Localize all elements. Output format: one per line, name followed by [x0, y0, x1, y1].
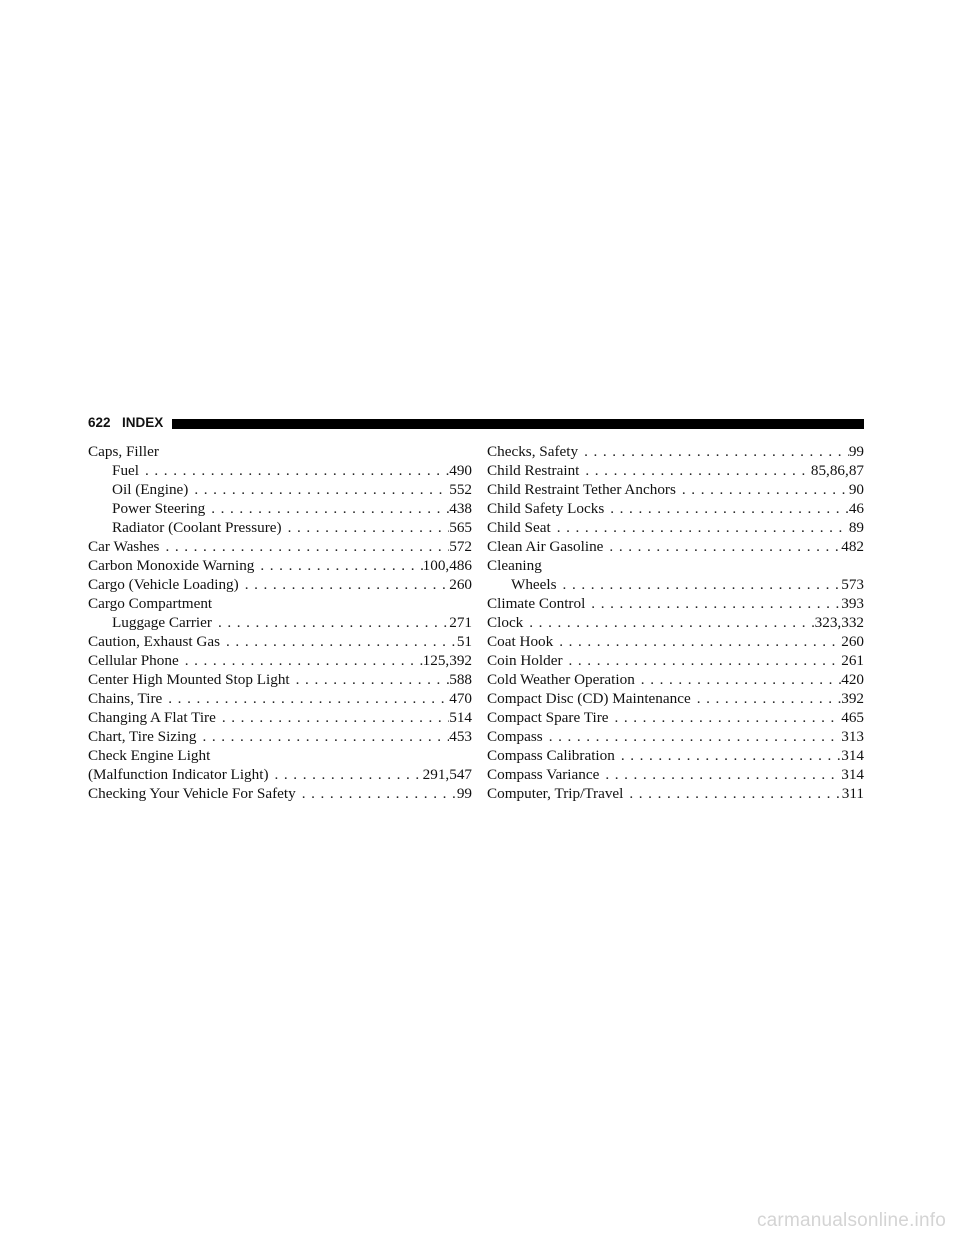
header-rule: [172, 419, 864, 429]
dot-leader: [578, 442, 849, 461]
dot-leader: [623, 784, 841, 803]
page-number: 622: [88, 415, 111, 430]
entry-term: Power Steering: [112, 500, 206, 517]
entry-term: Cellular Phone: [88, 652, 179, 669]
entry-term: Compact Disc (CD) Maintenance: [487, 690, 691, 707]
dot-leader: [139, 461, 449, 480]
entry-page: 573: [841, 576, 864, 593]
entry-page: 51: [456, 633, 472, 650]
entry-page: 314: [841, 766, 864, 783]
entry-term: Child Restraint: [487, 462, 580, 479]
entry-page: 271: [449, 614, 472, 631]
entry-term: Checking Your Vehicle For Safety: [88, 785, 296, 802]
entry-term: Radiator (Coolant Pressure): [112, 519, 282, 536]
entry-page: 392: [841, 690, 864, 707]
index-entry: [88, 480, 472, 499]
index-entry: [88, 613, 472, 632]
entry-page: 85,86,87: [810, 462, 864, 479]
entry-page: 260: [449, 576, 472, 593]
dot-leader: [691, 689, 842, 708]
index-entry: [487, 670, 864, 689]
entry-term: Car Washes: [88, 538, 160, 555]
index-entry: [487, 537, 864, 556]
entry-page: 125,392: [422, 652, 472, 669]
index-entry: [88, 537, 472, 556]
dot-leader: [216, 708, 449, 727]
dot-leader: [579, 461, 810, 480]
entry-page: 453: [449, 728, 472, 745]
entry-term: Cargo (Vehicle Loading): [88, 576, 239, 593]
entry-term: Wheels: [511, 576, 557, 593]
entry-page: 393: [841, 595, 864, 612]
entry-page: 588: [449, 671, 472, 688]
dot-leader: [296, 784, 457, 803]
dot-leader: [196, 727, 449, 746]
entry-term: Fuel: [112, 462, 140, 479]
dot-leader: [543, 727, 842, 746]
entry-page: 46: [848, 500, 864, 517]
entry-term: Compass Calibration: [487, 747, 615, 764]
entry-page: 565: [449, 519, 472, 536]
entry-page: 323,332: [814, 614, 864, 631]
index-entry: [487, 727, 864, 746]
dot-leader: [551, 518, 849, 537]
entry-page: 552: [449, 481, 472, 498]
index-column-right: [487, 442, 864, 803]
index-entry: [487, 689, 864, 708]
dot-leader: [603, 537, 841, 556]
index-entry: [88, 594, 472, 613]
entry-term: Chains, Tire: [88, 690, 163, 707]
dot-leader: [676, 480, 849, 499]
dot-leader: [523, 613, 814, 632]
index-entry: [88, 442, 472, 461]
index-entry: [88, 651, 472, 670]
index-entry: [487, 442, 864, 461]
dot-leader: [599, 765, 841, 784]
dot-leader: [162, 689, 449, 708]
index-entry: [88, 689, 472, 708]
index-entry: [88, 556, 472, 575]
entry-page: 100,486: [422, 557, 472, 574]
index-entry: [88, 727, 472, 746]
index-entry: [487, 784, 864, 803]
dot-leader: [553, 632, 841, 651]
index-entry: [88, 670, 472, 689]
entry-term: Clean Air Gasoline: [487, 538, 604, 555]
entry-term: Child Seat: [487, 519, 551, 536]
index-entry: [487, 480, 864, 499]
index-entry: [487, 613, 864, 632]
index-entry: [88, 765, 472, 784]
index-entry: [88, 746, 472, 765]
entry-page: 291,547: [422, 766, 472, 783]
entry-term: Center High Mounted Stop Light: [88, 671, 290, 688]
dot-leader: [159, 537, 449, 556]
page-header: [88, 414, 864, 434]
entry-term: Carbon Monoxide Warning: [88, 557, 255, 574]
index-entry: [487, 708, 864, 727]
dot-leader: [220, 632, 457, 651]
entry-term: Chart, Tire Sizing: [88, 728, 197, 745]
entry-page: 438: [449, 500, 472, 517]
dot-leader: [290, 670, 450, 689]
entry-term: Check Engine Light: [88, 747, 211, 764]
entry-page: 261: [841, 652, 864, 669]
entry-term: Computer, Trip/Travel: [487, 785, 624, 802]
index-entry: [487, 575, 864, 594]
entry-page: 470: [449, 690, 472, 707]
index-entry: [487, 632, 864, 651]
index-entry: [487, 556, 864, 575]
entry-page: 465: [841, 709, 864, 726]
index-entry: [487, 594, 864, 613]
entry-page: 490: [449, 462, 472, 479]
index-entry: [487, 518, 864, 537]
entry-term: Changing A Flat Tire: [88, 709, 216, 726]
entry-page: 482: [841, 538, 864, 555]
entry-term: Coat Hook: [487, 633, 554, 650]
entry-term: Cleaning: [487, 557, 542, 574]
index-column-left: [88, 442, 472, 803]
dot-leader: [188, 480, 449, 499]
entry-term: Oil (Engine): [112, 481, 189, 498]
entry-page: 314: [841, 747, 864, 764]
entry-page: 572: [449, 538, 472, 555]
entry-page: 420: [841, 671, 864, 688]
entry-term: Compass Variance: [487, 766, 600, 783]
dot-leader: [585, 594, 841, 613]
entry-page: 99: [456, 785, 472, 802]
entry-term: Compass: [487, 728, 543, 745]
index-entry: [487, 499, 864, 518]
entry-term: Cold Weather Operation: [487, 671, 635, 688]
watermark: carmanualsonline.info: [756, 1210, 946, 1231]
index-entry: [487, 651, 864, 670]
entry-term: Child Restraint Tether Anchors: [487, 481, 676, 498]
entry-page: 514: [449, 709, 472, 726]
index-entry: [88, 461, 472, 480]
dot-leader: [282, 518, 450, 537]
index-entry: [487, 746, 864, 765]
index-entry: [88, 518, 472, 537]
entry-term: Climate Control: [487, 595, 586, 612]
index-entry: [88, 499, 472, 518]
dot-leader: [179, 651, 423, 670]
dot-leader: [269, 765, 423, 784]
index-entry: [487, 765, 864, 784]
index-entry: [88, 632, 472, 651]
entry-term: (Malfunction Indicator Light): [88, 766, 269, 783]
section-title: INDEX: [122, 415, 164, 430]
entry-page: 89: [848, 519, 864, 536]
entry-term: Compact Spare Tire: [487, 709, 609, 726]
entry-page: 313: [841, 728, 864, 745]
dot-leader: [563, 651, 842, 670]
dot-leader: [609, 708, 842, 727]
dot-leader: [254, 556, 422, 575]
dot-leader: [205, 499, 449, 518]
entry-term: Luggage Carrier: [112, 614, 212, 631]
entry-term: Coin Holder: [487, 652, 563, 669]
dot-leader: [239, 575, 450, 594]
entry-page: 99: [848, 443, 864, 460]
index-entry: [88, 784, 472, 803]
dot-leader: [557, 575, 842, 594]
entry-term: Caps, Filler: [88, 443, 159, 460]
dot-leader: [615, 746, 841, 765]
entry-term: Clock: [487, 614, 524, 631]
entry-page: 260: [841, 633, 864, 650]
dot-leader: [635, 670, 841, 689]
index-entry: [88, 575, 472, 594]
index-entry: [88, 708, 472, 727]
dot-leader: [604, 499, 849, 518]
entry-term: Checks, Safety: [487, 443, 579, 460]
dot-leader: [212, 613, 449, 632]
entry-page: 90: [848, 481, 864, 498]
entry-term: Child Safety Locks: [487, 500, 605, 517]
entry-term: Caution, Exhaust Gas: [88, 633, 221, 650]
index-entry: [487, 461, 864, 480]
entry-page: 311: [841, 785, 864, 802]
entry-term: Cargo Compartment: [88, 595, 213, 612]
